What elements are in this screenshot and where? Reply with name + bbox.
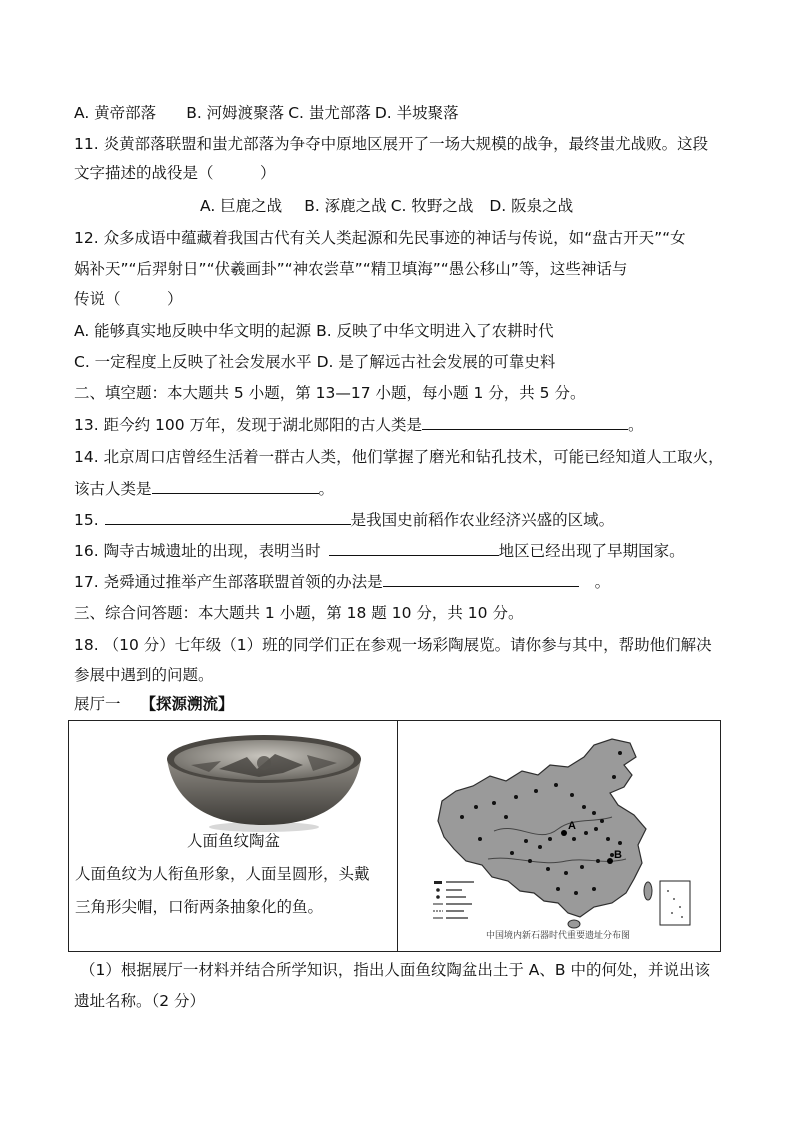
q16 xyxy=(74,539,685,562)
q16-end: 地区已经出现了早期国家。 xyxy=(498,542,685,560)
q14 xyxy=(74,477,334,500)
q15-text: 是我国史前稻作农业经济兴盛的区域。 xyxy=(350,511,615,529)
subq1-line1: （1）根据展厅一材料并结合所学知识，指出人面鱼纹陶盆出土于 A、B 中的何处，并说出该 xyxy=(80,961,710,979)
basin-title: 人面鱼纹陶盆 xyxy=(187,832,281,850)
site-a-dot xyxy=(561,830,567,836)
map-caption: 中国境内新石器时代重要遗址分布图 xyxy=(486,931,631,941)
material-left-panel xyxy=(69,721,397,951)
q10-option-b: B. 河姆渡聚落 xyxy=(186,104,285,122)
q12-options-ab: A. 能够真实地反映中华文明的起源 B. 反映了中华文明进入了农耕时代 xyxy=(74,322,554,340)
q15 xyxy=(74,508,614,531)
q12-stem-line3: 传说（ ） xyxy=(74,290,183,308)
q11-stem-line1: 11. 炎黄部落联盟和蚩尤部落为争夺中原地区展开了一场大规模的战争，最终蚩尤战败。这段 xyxy=(74,135,709,153)
q11-option-c: C. 牧野之战 xyxy=(390,197,474,215)
q15-answer-blank[interactable] xyxy=(105,508,351,525)
q17-end: 。 xyxy=(594,573,611,591)
q17-answer-blank[interactable] xyxy=(383,570,579,587)
q14-end: 。 xyxy=(318,480,335,498)
basin-description-line1: 人面鱼纹为人衔鱼形象，人面呈圆形，头戴 xyxy=(75,865,370,883)
section-3-heading: 三、综合问答题：本大题共 1 小题，第 18 题 10 分，共 10 分。 xyxy=(74,604,524,622)
q17-text: 17. 尧舜通过推举产生部落联盟首领的办法是 xyxy=(74,573,383,591)
material-table xyxy=(68,720,721,952)
map-legend xyxy=(433,881,474,919)
section-2-heading: 二、填空题：本大题共 5 小题，第 13—17 小题，每小题 1 分，共 5 分。 xyxy=(74,384,586,402)
q11-option-b: B. 涿鹿之战 xyxy=(304,197,387,215)
q10-option-c: C. 蚩尤部落 xyxy=(288,104,371,122)
q11-option-a: A. 巨鹿之战 xyxy=(200,197,283,215)
basin-description-line2: 三角形尖帽，口衔两条抽象化的鱼。 xyxy=(75,898,324,916)
q13-end: 。 xyxy=(628,416,644,434)
q12-options-cd: C. 一定程度上反映了社会发展水平 D. 是了解远古社会发展的可靠史料 xyxy=(74,353,556,371)
q12-stem-line2: 娲补天”“后羿射日”“伏羲画卦”“神农尝草”“精卫填海”“愚公移山”等，这些神话与 xyxy=(74,260,628,278)
q14-answer-blank[interactable] xyxy=(152,477,319,494)
q13-text: 13. 距今约 100 万年，发现于湖北郧阳的古人类是 xyxy=(74,416,423,434)
q16-text: 16. 陶寺古城遗址的出现，表明当时 xyxy=(74,542,321,560)
south-china-sea-inset xyxy=(660,881,690,925)
q18-stem-line1: 18. （10 分）七年级（1）班的同学们正在参观一场彩陶展览。请你参与其中，帮助他们解决 xyxy=(74,636,712,654)
q17 xyxy=(74,570,610,593)
q16-answer-blank[interactable] xyxy=(329,539,499,556)
q15-number: 15. xyxy=(74,511,99,529)
site-b-label: B xyxy=(614,849,622,861)
china-map-shape xyxy=(438,739,646,917)
hall-label xyxy=(74,693,234,715)
taiwan-island-shape xyxy=(644,882,652,900)
q13-answer-blank[interactable] xyxy=(422,413,628,430)
site-a-label: A xyxy=(568,820,576,832)
material-right-panel xyxy=(398,721,720,951)
q12-stem-line1: 12. 众多成语中蕴藏着我国古代有关人类起源和先民事迹的神话与传说，如“盘古开天”“女 xyxy=(74,229,686,247)
q11-options xyxy=(200,195,573,217)
q10-option-d: D. 半坡聚落 xyxy=(374,104,459,122)
q18-stem-line2: 参展中遇到的问题。 xyxy=(74,666,214,684)
q10-option-a: A. 黄帝部落 xyxy=(74,104,157,122)
q11-stem-line2: 文字描述的战役是（ ） xyxy=(74,164,276,182)
neolithic-sites-map-image xyxy=(398,721,720,953)
q14-stem-line1: 14. 北京周口店曾经生活着一群古人类，他们掌握了磨光和钻孔技术，可能已经知道人工取火， xyxy=(74,448,724,466)
hainan-island-shape xyxy=(568,920,580,928)
q13 xyxy=(74,413,644,436)
painted-pottery-basin-image xyxy=(69,727,397,835)
subq1-line2: 遗址名称。（2 分） xyxy=(74,992,206,1010)
q11-option-d: D. 阪泉之战 xyxy=(489,197,574,215)
q10-options xyxy=(74,102,459,124)
hall-topic: 【探源溯流】 xyxy=(140,695,234,713)
q14-text: 该古人类是 xyxy=(74,480,152,498)
hall-name: 展厅一 xyxy=(74,695,121,713)
site-b-dot xyxy=(607,858,613,864)
